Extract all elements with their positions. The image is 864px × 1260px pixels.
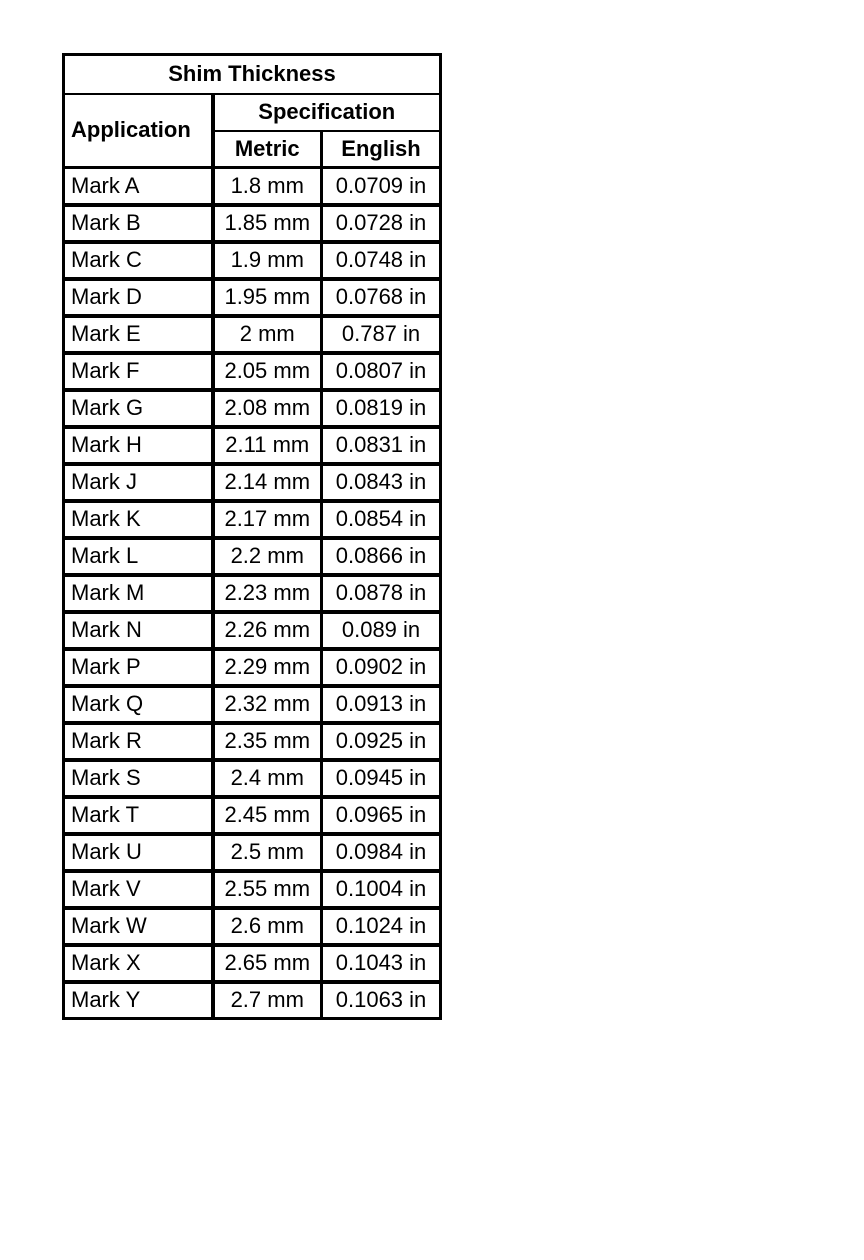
title-row: [64, 55, 441, 94]
table-row: [64, 834, 441, 871]
english-cell: 0.0819 in: [322, 390, 441, 427]
application-cell: Mark A: [64, 168, 213, 205]
application-cell: Mark M: [64, 575, 213, 612]
english-cell: 0.1063 in: [322, 982, 441, 1019]
table-row: [64, 242, 441, 279]
metric-cell: 2.55 mm: [213, 871, 322, 908]
table-row: [64, 945, 441, 982]
table-row: [64, 390, 441, 427]
application-cell: Mark K: [64, 501, 213, 538]
english-cell: 0.0807 in: [322, 353, 441, 390]
english-cell: 0.1043 in: [322, 945, 441, 982]
english-cell: 0.0945 in: [322, 760, 441, 797]
table-row: [64, 575, 441, 612]
english-cell: 0.0965 in: [322, 797, 441, 834]
table-row: [64, 279, 441, 316]
header-row-1: [64, 94, 441, 131]
english-cell: 0.1024 in: [322, 908, 441, 945]
english-header: English: [322, 131, 441, 168]
application-cell: Mark C: [64, 242, 213, 279]
metric-cell: 2.2 mm: [213, 538, 322, 575]
table-row: [64, 908, 441, 945]
metric-cell: 2.32 mm: [213, 686, 322, 723]
english-cell: 0.0878 in: [322, 575, 441, 612]
metric-cell: 2.4 mm: [213, 760, 322, 797]
english-cell: 0.787 in: [322, 316, 441, 353]
table-row: [64, 723, 441, 760]
english-cell: 0.0768 in: [322, 279, 441, 316]
application-cell: Mark Q: [64, 686, 213, 723]
application-cell: Mark D: [64, 279, 213, 316]
table-row: [64, 612, 441, 649]
english-cell: 0.0709 in: [322, 168, 441, 205]
english-cell: 0.089 in: [322, 612, 441, 649]
application-cell: Mark S: [64, 760, 213, 797]
metric-cell: 1.8 mm: [213, 168, 322, 205]
english-cell: 0.0866 in: [322, 538, 441, 575]
english-cell: 0.0831 in: [322, 427, 441, 464]
application-cell: Mark T: [64, 797, 213, 834]
english-cell: 0.0925 in: [322, 723, 441, 760]
english-cell: 0.1004 in: [322, 871, 441, 908]
english-cell: 0.0748 in: [322, 242, 441, 279]
table-row: [64, 501, 441, 538]
english-cell: 0.0843 in: [322, 464, 441, 501]
table-row: [64, 353, 441, 390]
shim-thickness-table: [62, 53, 442, 1020]
english-cell: 0.0728 in: [322, 205, 441, 242]
metric-cell: 1.95 mm: [213, 279, 322, 316]
application-cell: Mark L: [64, 538, 213, 575]
metric-cell: 1.9 mm: [213, 242, 322, 279]
application-header: Application: [64, 94, 213, 168]
metric-cell: 1.85 mm: [213, 205, 322, 242]
metric-cell: 2.5 mm: [213, 834, 322, 871]
english-cell: 0.0902 in: [322, 649, 441, 686]
metric-cell: 2.05 mm: [213, 353, 322, 390]
application-cell: Mark E: [64, 316, 213, 353]
table-row: [64, 760, 441, 797]
table-title: Shim Thickness: [64, 55, 441, 94]
table-row: [64, 649, 441, 686]
metric-cell: 2.7 mm: [213, 982, 322, 1019]
metric-cell: 2.29 mm: [213, 649, 322, 686]
english-cell: 0.0854 in: [322, 501, 441, 538]
metric-cell: 2 mm: [213, 316, 322, 353]
table-row: [64, 871, 441, 908]
metric-cell: 2.14 mm: [213, 464, 322, 501]
table-row: [64, 205, 441, 242]
application-cell: Mark F: [64, 353, 213, 390]
metric-cell: 2.08 mm: [213, 390, 322, 427]
table-row: [64, 982, 441, 1019]
table-row: [64, 316, 441, 353]
application-cell: Mark P: [64, 649, 213, 686]
metric-cell: 2.17 mm: [213, 501, 322, 538]
metric-cell: 2.65 mm: [213, 945, 322, 982]
metric-cell: 2.23 mm: [213, 575, 322, 612]
table-row: [64, 464, 441, 501]
metric-cell: 2.11 mm: [213, 427, 322, 464]
metric-cell: 2.6 mm: [213, 908, 322, 945]
application-cell: Mark B: [64, 205, 213, 242]
application-cell: Mark V: [64, 871, 213, 908]
table-row: [64, 538, 441, 575]
application-cell: Mark J: [64, 464, 213, 501]
metric-header: Metric: [213, 131, 322, 168]
table-row: [64, 797, 441, 834]
table-body: [64, 168, 441, 1019]
metric-cell: 2.45 mm: [213, 797, 322, 834]
application-cell: Mark R: [64, 723, 213, 760]
application-cell: Mark Y: [64, 982, 213, 1019]
table-row: [64, 427, 441, 464]
application-cell: Mark X: [64, 945, 213, 982]
application-cell: Mark H: [64, 427, 213, 464]
specification-header: Specification: [213, 94, 441, 131]
english-cell: 0.0913 in: [322, 686, 441, 723]
application-cell: Mark W: [64, 908, 213, 945]
application-cell: Mark U: [64, 834, 213, 871]
table-row: [64, 686, 441, 723]
metric-cell: 2.26 mm: [213, 612, 322, 649]
english-cell: 0.0984 in: [322, 834, 441, 871]
application-cell: Mark N: [64, 612, 213, 649]
table-row: [64, 168, 441, 205]
metric-cell: 2.35 mm: [213, 723, 322, 760]
application-cell: Mark G: [64, 390, 213, 427]
